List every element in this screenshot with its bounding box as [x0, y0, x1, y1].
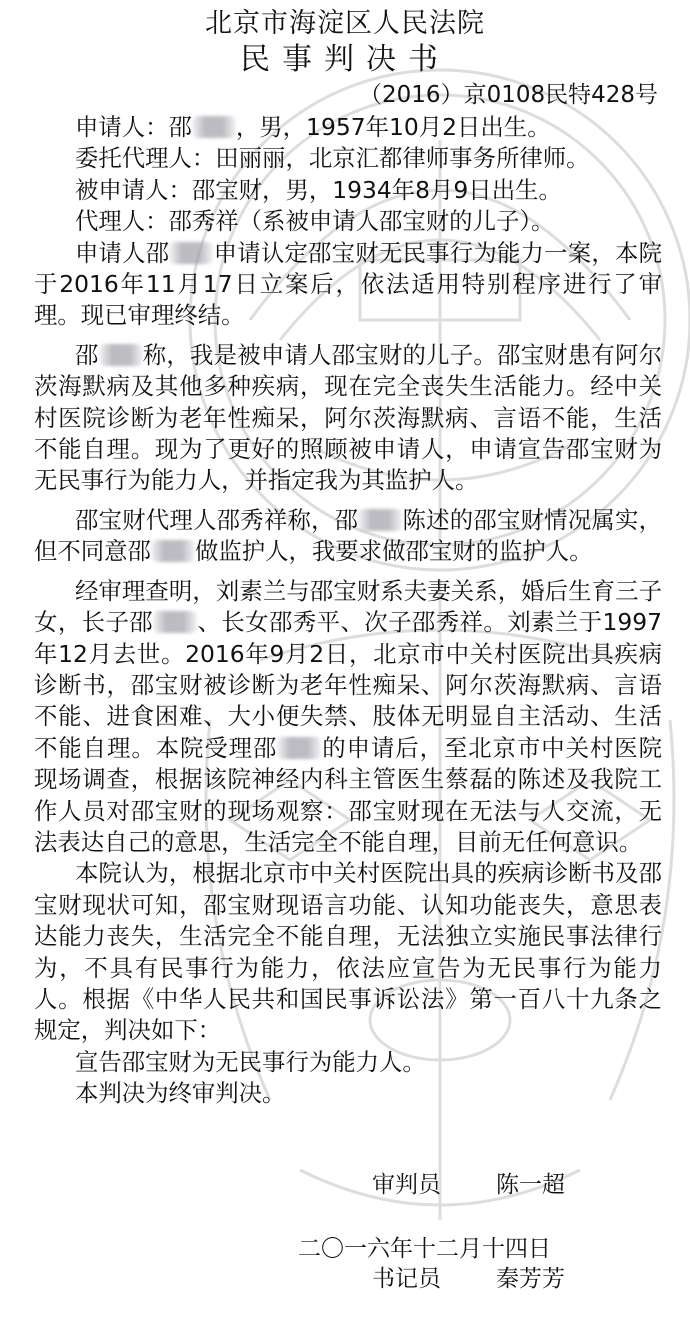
- response-paragraph: [34, 505, 662, 568]
- redaction-blur: [358, 509, 402, 531]
- clerk-name: 秦芳芳: [496, 1266, 565, 1292]
- intro-text-start: 申请人邵: [74, 238, 170, 267]
- opinion-paragraph: 本院认为，根据北京市中关村医院出具的疾病诊断书及邵宝财现状可知，邵宝财现语言功能、认知功能丧失，意思表达能力丧失，生活完全不能自理，无法独立实施民事法律行为，不具有民事行为能力，依法应宣告为无民事行为能力人。根据《中华人民共和国民事诉讼法》第一百八十九条之规定，判决如下：: [34, 859, 662, 1045]
- clerk-title: 书记员: [372, 1266, 441, 1292]
- intro-text-end: 申请认定邵宝财无民事行为能力一案，本院于2016年11月17日立案后，依法适用特别程序进行了审理。现已审理终结。: [34, 238, 663, 330]
- applicant-text-end: ，男，1957年10月2日出生。: [235, 113, 551, 141]
- redaction-blur: [153, 611, 197, 633]
- document-title: 民事判决书: [240, 42, 450, 77]
- findings-text-c: 的申请后，至北京市中关村医院现场调查，根据该院神经内科主管医生蔡磊的陈述及我院工作人员对邵宝财的现场观察：邵宝财现在无法与人交流，无法表达自己的意思，生活完全不能自理，目前无任何意识。: [34, 733, 663, 856]
- final-statement: 本判决为终审判决。: [74, 1079, 286, 1108]
- findings-text-b: 、长女邵秀平、次子邵秀祥。刘素兰于1997年12月去世。2016年9月2日，北京市中关村医院出具疾病诊断书，邵宝财被诊断为老年性痴呆、阿尔茨海默病、言语不能、进食困难、大小便失禁、肢体无明显自主活动、生活不能自理。本院受理邵: [34, 608, 663, 762]
- claim-text-start: 邵: [74, 340, 99, 369]
- redaction-blur: [169, 242, 213, 264]
- findings-paragraph: [34, 576, 662, 859]
- party-respondent-agent: 代理人：邵秀祥（系被申请人邵宝财的儿子）。: [74, 207, 555, 236]
- judge-title: 审判员: [372, 1172, 441, 1198]
- party-respondent: 被申请人：邵宝财，男，1934年8月9日出生。: [74, 175, 562, 204]
- verdict-paragraph: 宣告邵宝财为无民事行为能力人。: [74, 1047, 426, 1076]
- redaction-blur: [151, 540, 195, 562]
- party-applicant: [34, 112, 662, 143]
- response-text-b: 陈述的邵宝财情况属实，但不同意邵: [34, 505, 663, 566]
- applicant-text-start: 申请人：邵: [74, 113, 192, 141]
- case-number: （2016）京0108民特428号: [359, 82, 658, 108]
- judgment-date: 二〇一六年十二月十四日: [298, 1236, 551, 1262]
- redaction-blur: [99, 344, 143, 366]
- response-text-c: 做监护人，我要求做邵宝财的监护人。: [194, 537, 593, 566]
- redaction-blur: [192, 116, 236, 138]
- findings-text-a: 经审理查明，刘素兰与邵宝财系夫妻关系，婚后生育三子女，长子邵: [34, 576, 662, 637]
- response-text-a: 邵宝财代理人邵秀祥称，邵: [74, 505, 359, 534]
- claim-text-end: 称，我是被申请人邵宝财的儿子。邵宝财患有阿尔茨海默病及其他多种疾病，现在完全丧失生活能力。经中关村医院诊断为老年性痴呆，阿尔茨海默病、言语不能，生活不能自理。现为了更好的照顾被申请人，申请宣告邵宝财为无民事行为能力人，并指定我为其监护人。: [34, 340, 663, 495]
- redaction-blur: [277, 737, 321, 759]
- judge-name: 陈一超: [496, 1172, 565, 1198]
- court-name: 北京市海淀区人民法院: [205, 8, 485, 39]
- claim-paragraph: [34, 340, 662, 497]
- judgment-body: [34, 112, 662, 1110]
- intro-paragraph: [34, 238, 662, 332]
- party-agent: 委托代理人：田丽丽，北京汇都律师事务所律师。: [74, 144, 590, 173]
